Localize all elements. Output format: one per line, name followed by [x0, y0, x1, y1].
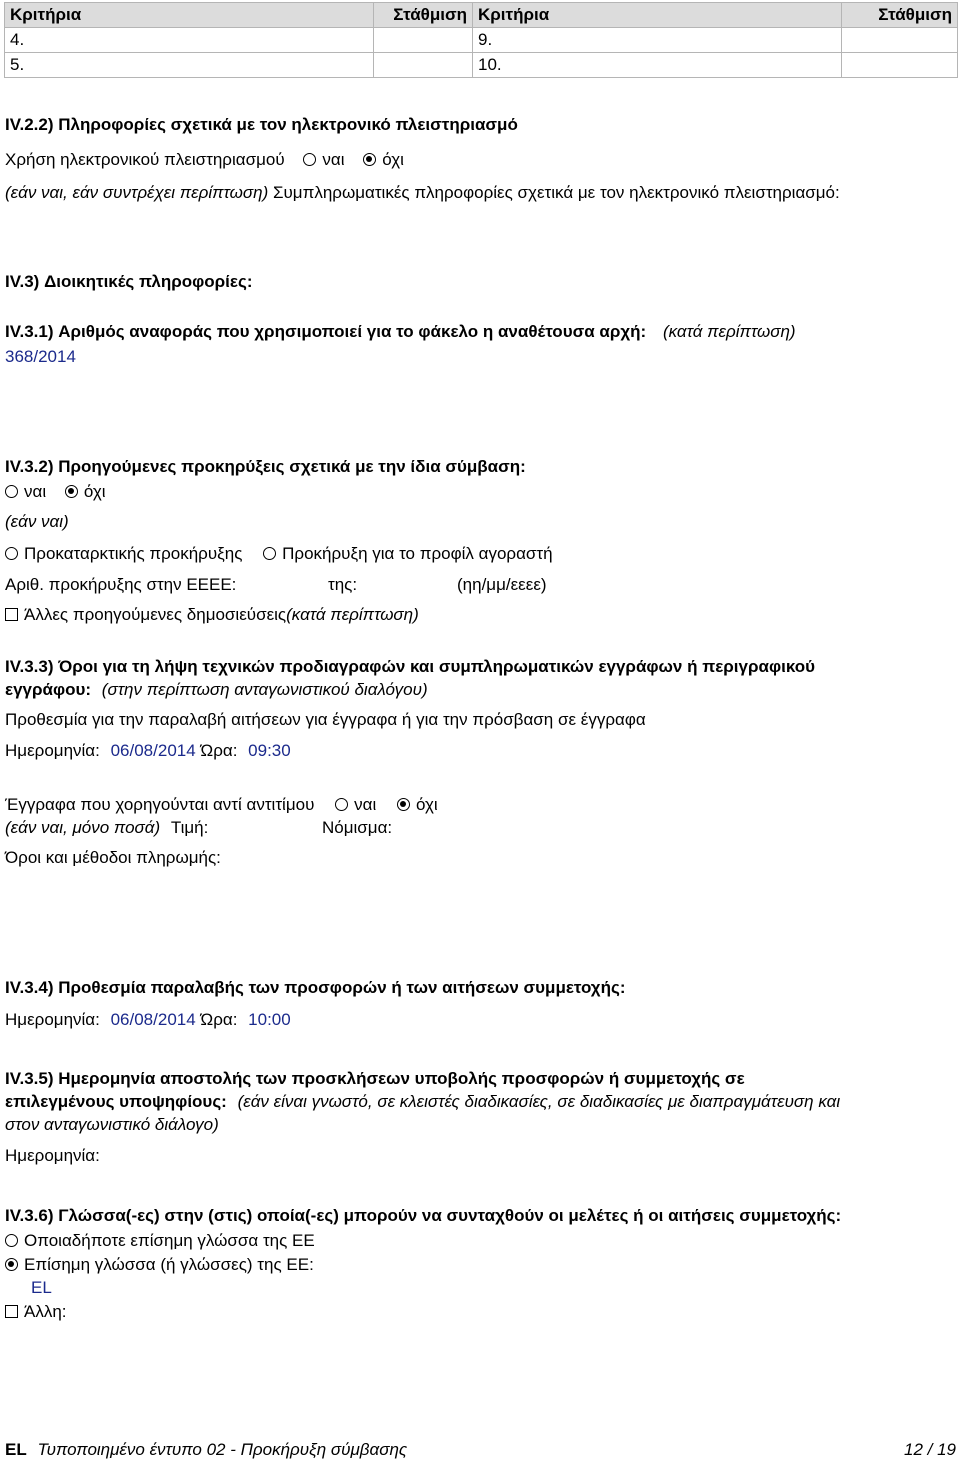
- option-label: Άλλη:: [24, 1302, 67, 1321]
- eauction-yes-option[interactable]: [303, 150, 344, 170]
- invitation-date-label: Ημερομηνία:: [5, 1146, 100, 1165]
- option-label: Οποιαδήποτε επίσημη γλώσσα της ΕΕ: [24, 1231, 315, 1250]
- option-label: ναι: [354, 795, 377, 814]
- table-row: [5, 53, 958, 78]
- option-label: ναι: [24, 482, 47, 501]
- criteria-table: [4, 2, 958, 78]
- docs-deadline-row: [5, 741, 291, 761]
- section-title-iv35: IV.3.5) Ημερομηνία αποστολής των προσκλήσεων υποβολής προσφορών ή συμμετοχής σε: [5, 1069, 745, 1088]
- iv35-title-line2: [5, 1092, 840, 1112]
- payment-terms-label: Όροι και μέθοδοι πληρωμής:: [5, 848, 221, 867]
- option-label: Άλλες προηγούμενες δημοσιεύσεις: [24, 605, 287, 624]
- lang-other-option[interactable]: [5, 1302, 67, 1322]
- eauction-no-option[interactable]: [363, 150, 404, 170]
- radio-empty-icon: [335, 798, 348, 811]
- eauction-usage-row: [5, 150, 404, 170]
- buyer-profile-option[interactable]: [263, 544, 552, 564]
- time-value: 10:00: [248, 1010, 291, 1029]
- price-row: [5, 818, 208, 838]
- option-label: όχι: [83, 482, 106, 501]
- section-title-iv32: IV.3.2) Προηγούμενες προκηρύξεις σχετικά με την ίδια σύμβαση:: [5, 457, 526, 476]
- table-cell: [842, 28, 958, 53]
- time-label: Ώρα:: [200, 741, 238, 760]
- section-title-iv36: IV.3.6) Γλώσσα(-ες) στην (στις) οποία(-ες) μπορούν να συνταχθούν οι μελέτες ή οι αιτήσεις συμμετοχής:: [5, 1206, 842, 1225]
- section-title-iv33-cont: εγγράφου:: [5, 680, 92, 699]
- radio-selected-icon: [5, 1258, 18, 1271]
- ref-number-value: 368/2014: [5, 347, 76, 366]
- footer-language: EL: [5, 1440, 27, 1459]
- table-cell: 10.: [473, 53, 842, 78]
- footer-doc-title: Τυποποιημένο έντυπο 02 - Προκήρυξη σύμβασης: [37, 1440, 408, 1459]
- prelim-notice-option[interactable]: [5, 544, 242, 564]
- weight-header-2: Στάθμιση: [842, 3, 958, 28]
- section-title-iv31: IV.3.1) Αριθμός αναφοράς που χρησιμοποιεί για το φάκελο η αναθέτουσα αρχή:: [5, 322, 647, 341]
- ref-number-note: (κατά περίπτωση): [662, 322, 796, 341]
- other-publications-checkbox[interactable]: [5, 605, 286, 625]
- radio-selected-icon: [363, 153, 376, 166]
- submission-deadline-row: [5, 1010, 291, 1030]
- section-title-iv3: IV.3) Διοικητικές πληροφορίες:: [5, 272, 253, 291]
- other-publications-row: [5, 605, 419, 625]
- radio-selected-icon: [65, 485, 78, 498]
- section-title-iv33: IV.3.3) Όροι για τη λήψη τεχνικών προδιαγραφών και συμπληρωματικών εγγράφων ή περιγραφικού: [5, 657, 816, 676]
- paid-docs-no-option[interactable]: [397, 795, 438, 815]
- radio-empty-icon: [5, 485, 18, 498]
- table-cell: [374, 28, 473, 53]
- section-title-iv34: IV.3.4) Προθεσμία παραλαβής των προσφορών ή των αιτήσεων συμμετοχής:: [5, 978, 626, 997]
- option-label: Προκαταρκτικής προκήρυξης: [24, 544, 243, 563]
- prev-notices-no-option[interactable]: [65, 482, 106, 502]
- eauction-extra-row: [5, 183, 840, 203]
- price-label: Τιμή:: [170, 818, 209, 837]
- radio-selected-icon: [397, 798, 410, 811]
- prev-notices-yes-option[interactable]: [5, 482, 46, 502]
- table-cell: 5.: [5, 53, 374, 78]
- lang-official-option[interactable]: [5, 1255, 314, 1275]
- notice-of-label: της:: [328, 575, 358, 594]
- paid-docs-row: [5, 795, 438, 815]
- section-title-iv35-cont: επιλεγμένους υποψηφίους:: [5, 1092, 227, 1111]
- notice-number-label: Αριθ. προκήρυξης στην ΕΕΕΕ:: [5, 575, 237, 594]
- date-label: Ημερομηνία:: [5, 1010, 100, 1029]
- radio-empty-icon: [5, 547, 18, 560]
- iv35-note-line1: (εάν είναι γνωστό, σε κλειστές διαδικασίες, σε διαδικασίες με διαπραγμάτευση και: [237, 1092, 841, 1111]
- prev-notices-row: [5, 482, 106, 502]
- criteria-header-1: Κριτήρια: [5, 3, 374, 28]
- paid-docs-label: Έγγραφα που χορηγούνται αντί αντιτίμου: [5, 795, 315, 814]
- checkbox-empty-icon: [5, 1305, 18, 1318]
- lang-any-option[interactable]: [5, 1231, 315, 1251]
- other-publications-note: (κατά περίπτωση): [286, 605, 419, 624]
- option-label: Επίσημη γλώσσα (ή γλώσσες) της ΕΕ:: [24, 1255, 314, 1274]
- iv33-title-note: (στην περίπτωση ανταγωνιστικού διαλόγου): [101, 680, 428, 699]
- date-value: 06/08/2014: [110, 1010, 196, 1029]
- date-format-hint: (ηη/μμ/εεεε): [457, 575, 547, 594]
- criteria-table-header: [5, 3, 958, 28]
- official-language-value: EL: [31, 1278, 52, 1297]
- table-cell: [842, 53, 958, 78]
- table-cell: 9.: [473, 28, 842, 53]
- radio-empty-icon: [263, 547, 276, 560]
- eauction-usage-label: Χρήση ηλεκτρονικού πλειστηριασμού: [5, 150, 285, 169]
- checkbox-empty-icon: [5, 608, 18, 621]
- iv33-title-line2: [5, 680, 428, 700]
- page-footer: [5, 1440, 407, 1460]
- table-cell: [374, 53, 473, 78]
- radio-empty-icon: [5, 1234, 18, 1247]
- time-label: Ώρα:: [200, 1010, 238, 1029]
- date-label: Ημερομηνία:: [5, 741, 100, 760]
- notice-type-row: [5, 544, 553, 564]
- date-value: 06/08/2014: [110, 741, 196, 760]
- option-label: όχι: [382, 150, 404, 169]
- section-title-iv22: IV.2.2) Πληροφορίες σχετικά με τον ηλεκτρονικό πλειστηριασμό: [5, 115, 518, 134]
- docs-deadline-label: Προθεσμία για την παραλαβή αιτήσεων για έγγραφα ή για την πρόσβαση σε έγγραφα: [5, 710, 646, 729]
- option-label: Προκήρυξη για το προφίλ αγοραστή: [282, 544, 553, 563]
- table-row: [5, 28, 958, 53]
- currency-label: Νόμισμα:: [322, 818, 393, 837]
- time-value: 09:30: [248, 741, 291, 760]
- amount-note: (εάν ναι, μόνο ποσά): [5, 818, 161, 837]
- eauction-extra-note: (εάν ναι, εάν συντρέχει περίπτωση): [5, 183, 269, 202]
- paid-docs-yes-option[interactable]: [335, 795, 376, 815]
- table-cell: 4.: [5, 28, 374, 53]
- iv35-note-line2: στον ανταγωνιστικό διάλογο): [5, 1115, 219, 1134]
- if-yes-note: (εάν ναι): [5, 512, 69, 531]
- criteria-header-2: Κριτήρια: [473, 3, 842, 28]
- weight-header-1: Στάθμιση: [374, 3, 473, 28]
- option-label: όχι: [415, 795, 438, 814]
- option-label: ναι: [322, 150, 345, 169]
- ref-number-row: [5, 322, 796, 342]
- footer-page-number: 12 / 19: [904, 1440, 956, 1459]
- eauction-extra-label: Συμπληρωματικές πληροφορίες σχετικά με τον ηλεκτρονικό πλειστηριασμό:: [272, 183, 840, 202]
- radio-empty-icon: [303, 153, 316, 166]
